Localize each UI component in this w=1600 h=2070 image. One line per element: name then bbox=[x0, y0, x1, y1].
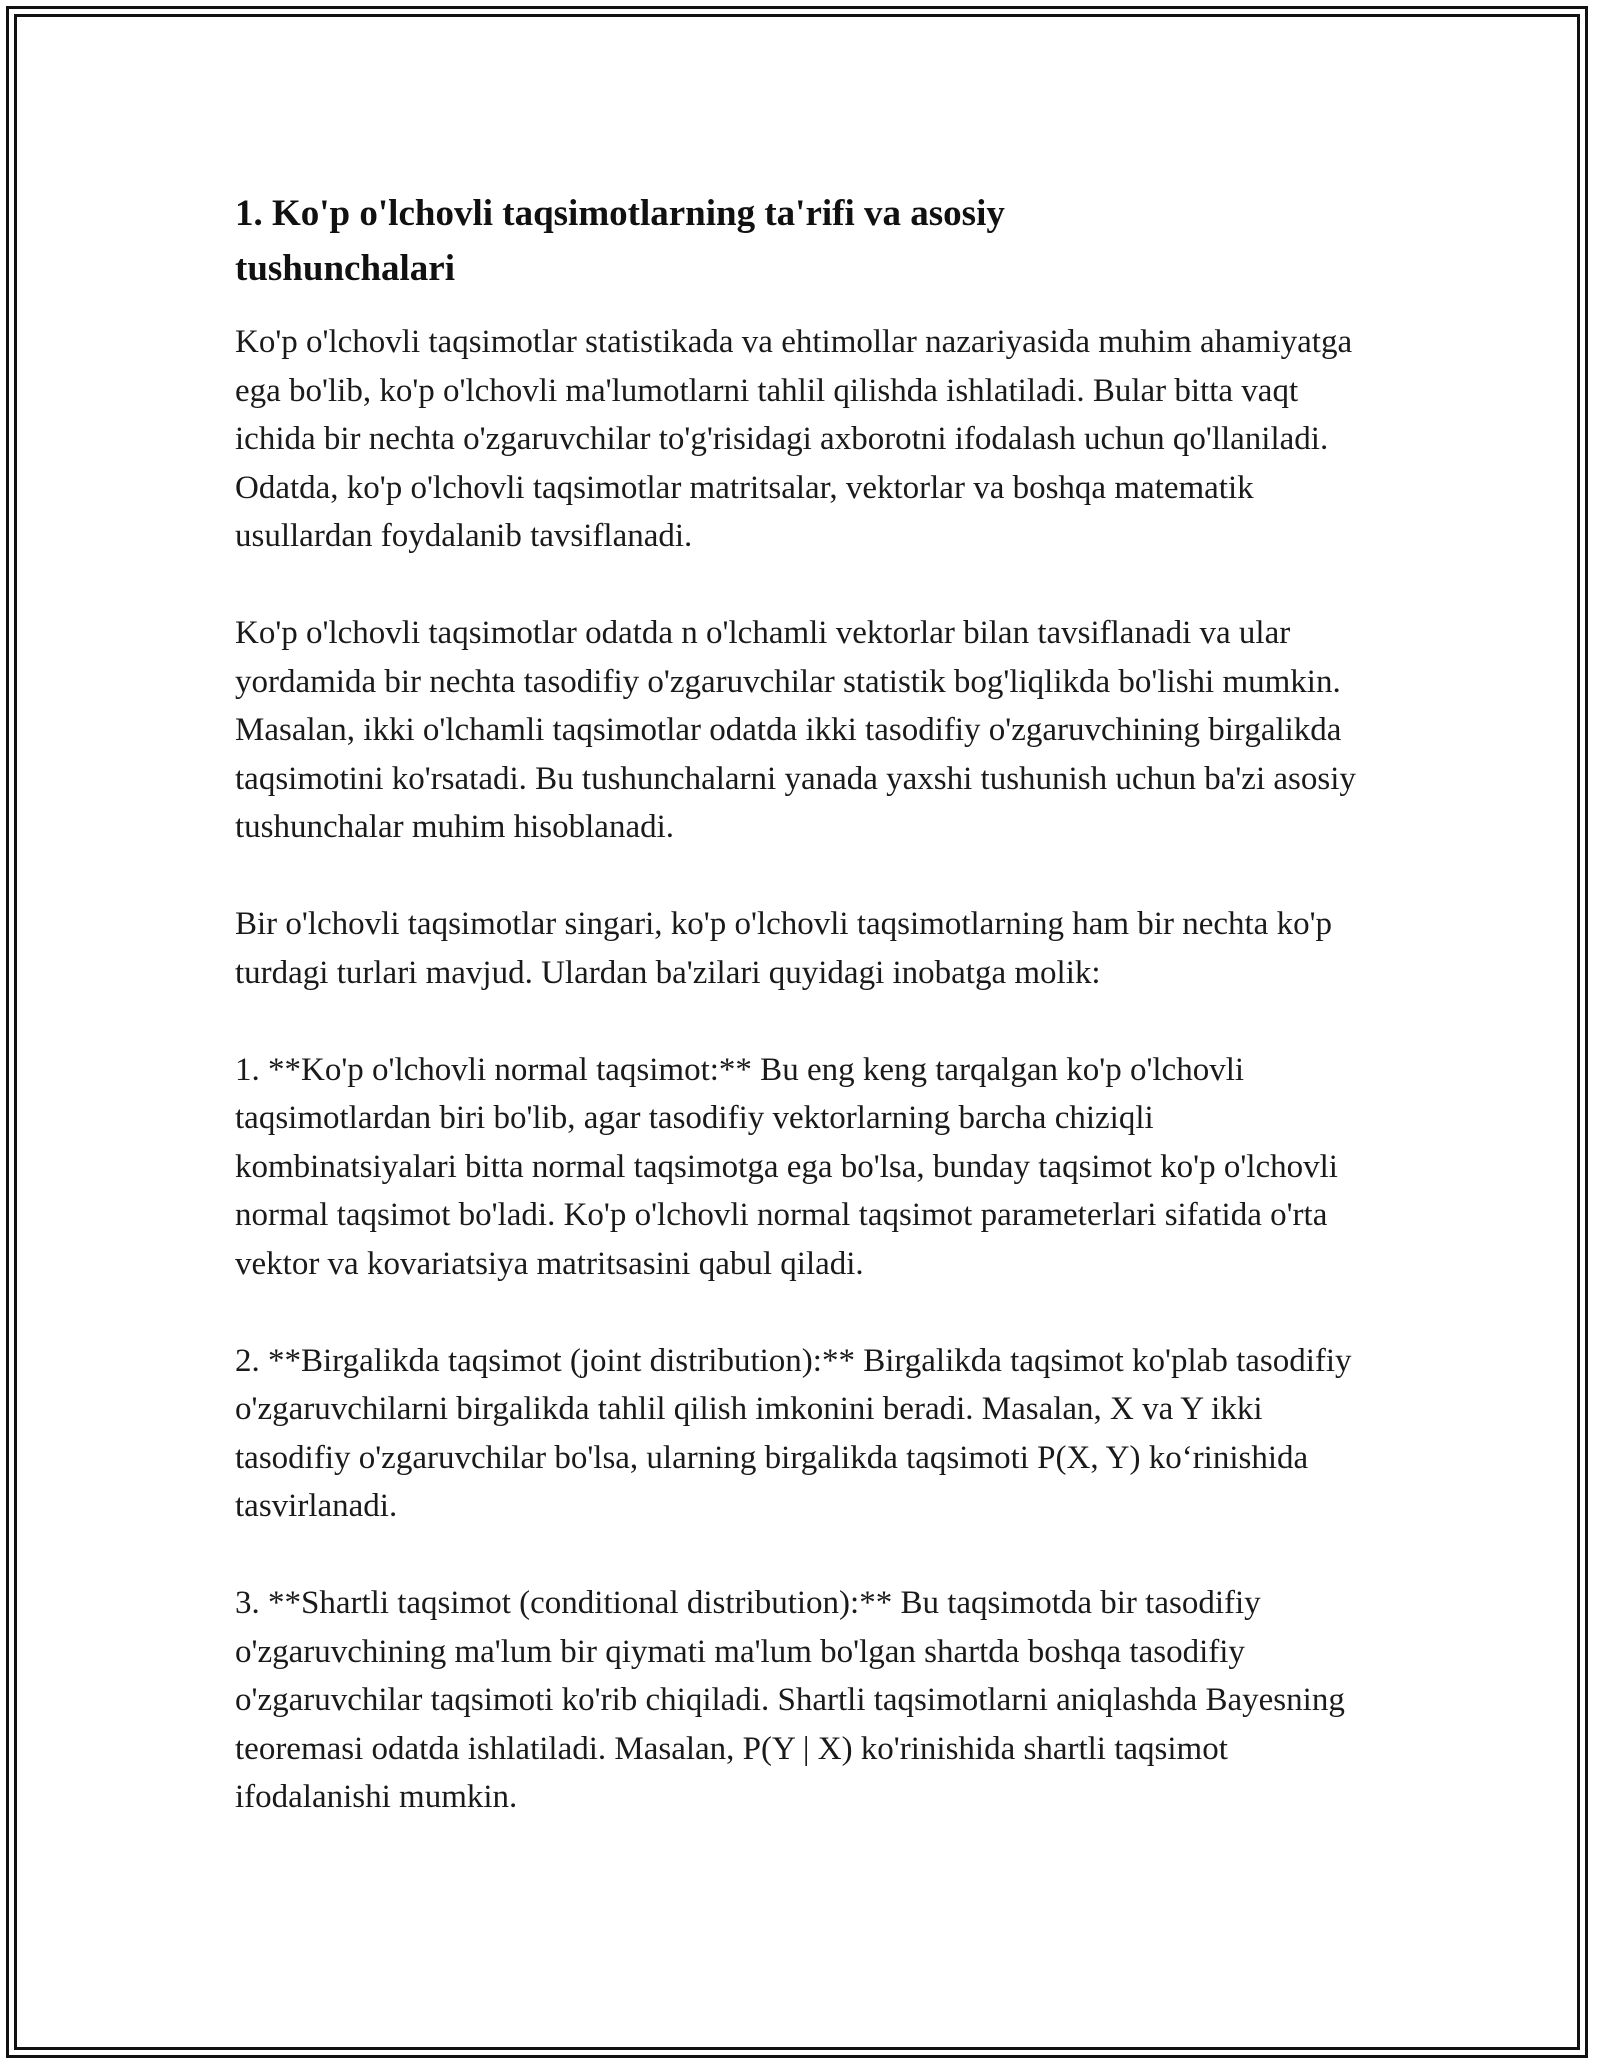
document-body bbox=[235, 186, 1375, 1822]
list-item-conditional-distribution: 3. **Shartli taqsimot (conditional distribution):** Bu taqsimotda bir tasodifiy o'zgaruvchining ma'lum bir qiymati ma'lum bo'lgan shartda boshqa tasodifiy o'zgaruvchilar taqsimoti ko'rib chiqiladi. Shartli taqsimotlarni aniqlashda Bayesning teoremasi odatda ishlatiladi. Masalan, P(Y | X) ko'rinishida shartli taqsimot ifodalanishi mumkin. bbox=[235, 1585, 1345, 1815]
list-item-joint-distribution: 2. **Birgalikda taqsimot (joint distribution):** Birgalikda taqsimot ko'plab tasodifiy o'zgaruvchilarni birgalikda tahlil qilish imkonini beradi. Masalan, X va Y ikki tasodifiy o'zgaruvchilar bo'lsa, ularning birgalikda taqsimoti P(X, Y) ko‘rinishida tasvirlanadi. bbox=[235, 1342, 1352, 1524]
section-heading-line-2: tushunchalari bbox=[235, 248, 456, 289]
paragraph-vectors: Ko'p o'lchovli taqsimotlar odatda n o'lchamli vektorlar bilan tavsiflanadi va ular yordamida bir nechta tasodifiy o'zgaruvchilar statistik bog'liqlikda bo'lishi mumkin. Masalan, ikki o'lchamli taqsimotlar odatda ikki tasodifiy o'zgaruvchining birgalikda taqsimotini ko'rsatadi. Bu tushunchalarni yanada yaxshi tushunish uchun ba'zi asosiy tushunchalar muhim hisoblanadi. bbox=[235, 615, 1356, 845]
list-item-normal-distribution: 1. **Ko'p o'lchovli normal taqsimot:** Bu eng keng tarqalgan ko'p o'lchovli taqsimotlardan biri bo'lib, agar tasodifiy vektorlarning barcha chiziqli kombinatsiyalari bitta normal taqsimotga ega bo'lsa, bunday taqsimot ko'p o'lchovli normal taqsimot bo'ladi. Ko'p o'lchovli normal taqsimot parameterlari sifatida o'rta vektor va kovariatsiya matritsasini qabul qiladi. bbox=[235, 1051, 1338, 1282]
section-heading bbox=[235, 186, 1375, 296]
paragraph-types-intro: Bir o'lchovli taqsimotlar singari, ko'p o'lchovli taqsimotlarning ham bir nechta ko'p turdagi turlari mavjud. Ulardan ba'zilari quyidagi inobatga molik: bbox=[235, 906, 1333, 991]
paragraph-intro: Ko'p o'lchovli taqsimotlar statistikada va ehtimollar nazariyasida muhim ahamiyatga ega bo'lib, ko'p o'lchovli ma'lumotlarni tahlil qilishda ishlatiladi. Bular bitta vaqt ichida bir nechta o'zgaruvchilar to'g'risidagi axborotni ifodalash uchun qo'llaniladi. Odatda, ko'p o'lchovli taqsimotlar matritsalar, vektorlar va boshqa matematik usullardan foydalanib tavsiflanadi. bbox=[235, 324, 1353, 554]
section-heading-line-1: 1. Ko'p o'lchovli taqsimotlarning ta'rifi va asosiy bbox=[235, 193, 1005, 234]
